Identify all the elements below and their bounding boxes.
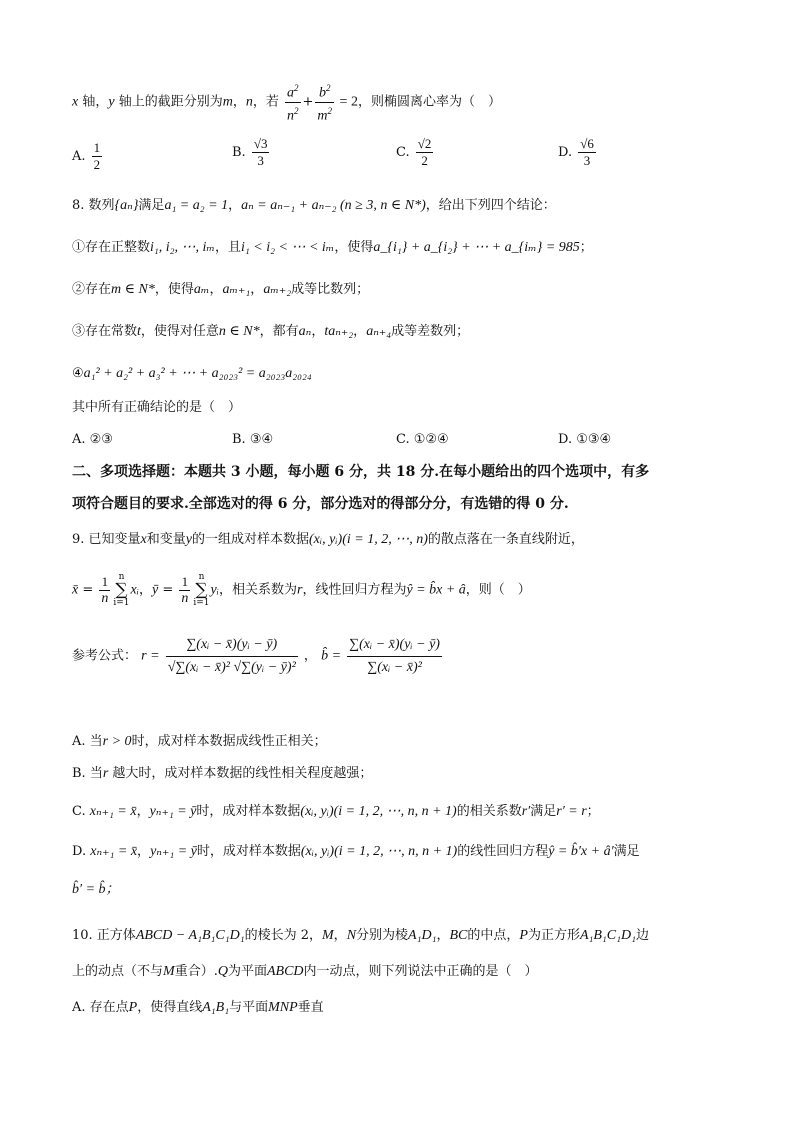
q7-frac-a2-n2: $\frac{a^2}{n^2}$: [285, 80, 301, 124]
slope-formula: $\frac{\text{∑(xᵢ − x̄)(yᵢ − ȳ)}}{\text{∑(xᵢ − x̄)²}}$: [347, 634, 442, 679]
q9-option-a[interactable]: A. 当r > 0时，成对样本数据成线性正相关；: [72, 734, 327, 749]
q7-frac-b2-m2: $\frac{b^2}{m^2}$: [315, 80, 334, 124]
q7-stem-line: x 轴，y 轴上的截距分别为m，n，若 $\frac{a^2}{n^2}$ + $\frac{b^2}{m^2}$ = 2，则椭圆离心率为（ ）: [72, 80, 501, 124]
q10-stem: 10. 正方体ABCD − A₁B₁C₁D₁的棱长为 2，M，N分别为棱A₁D₁，BC的中点，P为正方形A₁B₁C₁D₁边: [72, 928, 649, 943]
q8-option-c[interactable]: C. ①②④: [396, 432, 449, 447]
q8-stem: 8. 数列{aₙ}满足a₁ = a₂ = 1，aₙ = aₙ₋₁ + aₙ₋₂ (n ≥ 3, n ∈ N*)，给出下列四个结论：: [72, 198, 556, 213]
option-fraction: $\frac{√2}{2}$: [417, 136, 432, 168]
q7-text-4: ，若: [252, 94, 279, 110]
q7-option-a[interactable]: [72, 140, 104, 173]
option-label: C.: [396, 145, 410, 160]
q9-option-b[interactable]: B. 当r 越大时，成对样本数据的线性相关程度越强；: [72, 766, 373, 781]
q9-means-line: x̄ = $\frac{1}{n}$ n ∑ i=1xᵢ，ȳ = $\frac{1}{n}$ n ∑ i=1yᵢ，相关系数为r，线性回归方程为ŷ = b̂x + â，则（ ）: [72, 572, 531, 608]
q8-statement-2: ②存在m ∈ N*，使得aₘ，aₘ₊₁，aₘ₊₂成等比数列；: [72, 282, 370, 297]
q7-option-c[interactable]: [396, 136, 435, 169]
q10-option-a[interactable]: A. 存在点P，使得直线A₁B₁与平面MNP垂直: [72, 1000, 324, 1015]
q7-text-2: 轴上的截距分别为: [114, 94, 223, 110]
q9-option-d[interactable]: D. xₙ₊₁ = x̄，yₙ₊₁ = ȳ时，成对样本数据(xᵢ, yᵢ)(i = 1, 2, ⋯, n, n + 1)的线性回归方程ŷ = b̂′x + â′满足: [72, 844, 640, 859]
q7-eq-2: = 2: [336, 94, 358, 110]
q7-option-b[interactable]: [232, 136, 271, 169]
option-fraction: $\frac{√3}{3}$: [253, 136, 268, 168]
q8-option-d[interactable]: D. ①③④: [558, 432, 612, 447]
q8-statement-4: ④a₁² + a₂² + a₃² + ⋯ + a₂₀₂₃² = a₂₀₂₃a₂₀₂₄: [72, 366, 312, 381]
q7-text-1: 轴，: [78, 94, 109, 110]
option-label: D.: [558, 145, 573, 160]
q9-option-d-cont: b̂′ = b̂；: [72, 882, 120, 897]
section-2-heading: 二、多项选择题：本题共 3 小题，每小题 6 分，共 18 分.在每小题给出的四个选项中，有多: [72, 464, 650, 480]
option-label: A.: [72, 149, 86, 164]
correlation-formula: $\frac{\text{∑(xᵢ − x̄)(yᵢ − ȳ)}}{\text{√∑(xᵢ − x̄)² √∑(yᵢ − ȳ)²}}$: [166, 634, 298, 679]
var-y: y: [108, 94, 115, 110]
var-x: x: [72, 94, 79, 110]
q7-option-d[interactable]: [558, 136, 598, 169]
q8-option-a[interactable]: A. ②③: [72, 432, 113, 447]
q7-text-5: ，则椭圆离心率为（ ）: [357, 94, 501, 110]
q10-stem-cont: 上的动点（不与M重合）.Q为平面ABCD内一动点，则下列说法中正确的是（ ）: [72, 964, 538, 979]
q8-statement-1: ①存在正整数i₁, i₂, ⋯, iₘ，且i₁ < i₂ < ⋯ < iₘ，使得a_{i₁} + a_{i₂} + ⋯ + a_{iₘ} = 985；: [72, 240, 593, 255]
option-fraction: $\frac{1}{2}$: [93, 140, 101, 172]
var-m: m: [222, 94, 233, 110]
q8-question: 其中所有正确结论的是（ ）: [72, 400, 242, 415]
var-n: n: [245, 94, 253, 110]
q9-reference-formula: 参考公式： r = $\frac{\text{∑(xᵢ − x̄)(yᵢ − ȳ)}}{\text{√∑(xᵢ − x̄)² √∑(yᵢ − ȳ)²}}$ ， b̂ = $\frac{\text{∑(xᵢ − x̄)(yᵢ − ȳ)}}{\text{∑(xᵢ − x̄)²}}$: [72, 634, 444, 679]
q9-stem: 9. 已知变量x和变量y的一组成对样本数据(xᵢ, yᵢ)(i = 1, 2, ⋯, n)的散点落在一条直线附近，: [72, 532, 584, 547]
option-label: B.: [232, 145, 246, 160]
q8-statement-3: ③存在常数t，使得对任意n ∈ N*，都有aₙ，taₙ₊₂，aₙ₊₄成等差数列；: [72, 324, 470, 339]
q8-option-b[interactable]: B. ③④: [232, 432, 274, 447]
section-2-heading-cont: 项符合题目的要求.全部选对的得 6 分，部分选对的得部分分，有选错的得 0 分.: [72, 496, 569, 512]
q7-text-3: ，: [232, 94, 246, 110]
option-fraction: $\frac{√6}{3}$: [580, 136, 594, 168]
q9-option-c[interactable]: C. xₙ₊₁ = x̄，yₙ₊₁ = ȳ时，成对样本数据(xᵢ, yᵢ)(i = 1, 2, ⋯, n, n + 1)的相关系数r′满足r′ = r；: [72, 804, 600, 819]
